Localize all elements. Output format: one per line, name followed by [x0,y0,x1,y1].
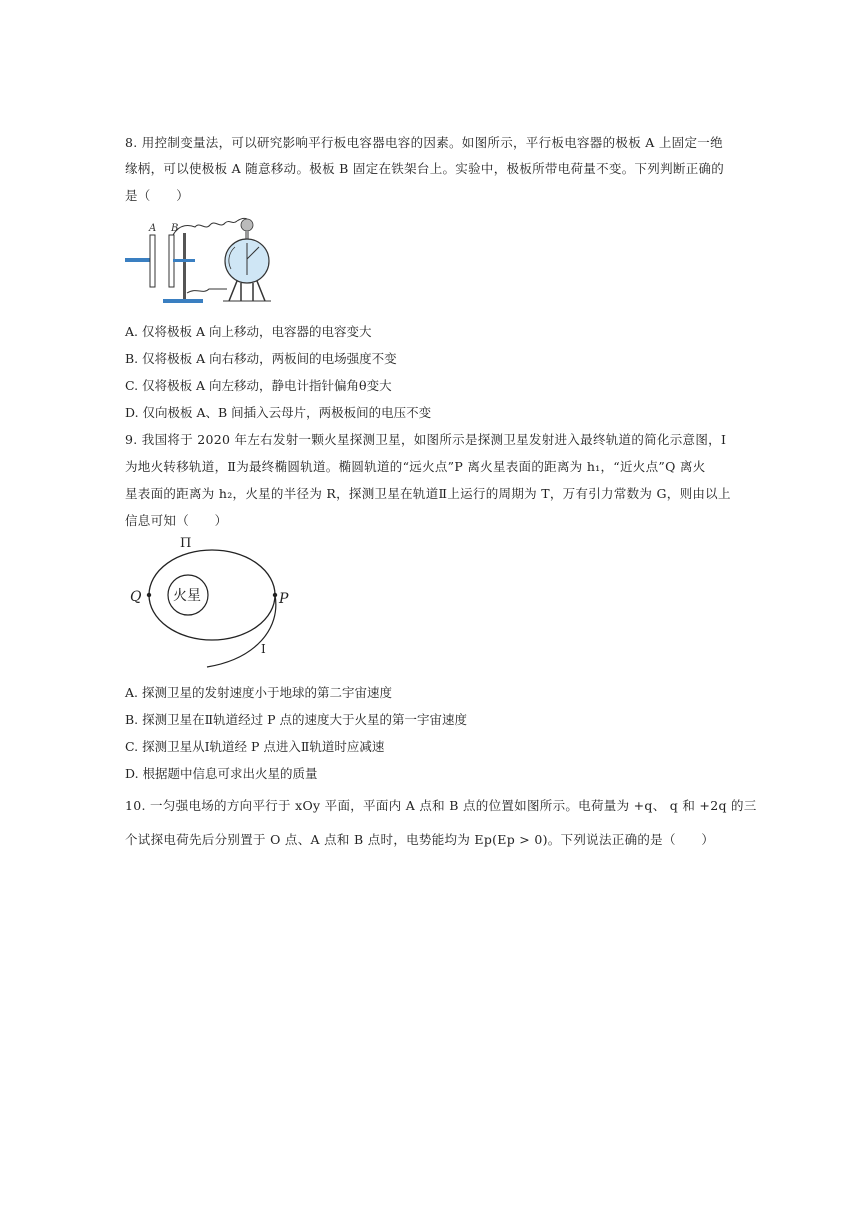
orbit-i-label: Ⅰ [261,642,266,656]
q8-stem-line2: 缘柄，可以使极板 A 随意移动。极板 B 固定在铁架台上。实验中，极板所带电荷量不变。下列判断正确的 [125,161,725,176]
q9-stem-line2: 为地火转移轨道，Ⅱ为最终椭圆轨道。椭圆轨道的“远火点”P 离火星表面的距离为 h₁，“近火点”Q 离火 [125,459,706,474]
plate-b-label: B [171,223,179,234]
mars-label: 火星 [173,588,201,604]
q10-stem-line2: 个试探电荷先后分别置于 O 点、A 点和 B 点时，电势能均为 Ep(Ep > 0)。下列说法正确的是（ ） [125,832,715,847]
q9-stem-line1: 9. 我国将于 2020 年左右发射一颗火星探测卫星，如图所示是探测卫星发射进入最终轨道的简化示意图，Ⅰ [125,432,727,447]
q8-stem-line3: 是（ ） [125,188,190,203]
q8-stem-line1: 8. 用控制变量法，可以研究影响平行板电容器电容的因素。如图所示，平行板电容器的极板 A 上固定一绝 [125,135,723,150]
q10-stem-line1: 10. 一匀强电场的方向平行于 xOy 平面，平面内 A 点和 B 点的位置如图所示。电荷量为 +q、 q 和 +2q 的三 [125,798,757,813]
q9-stem-line4: 信息可知（ ） [125,513,228,528]
q9-option-b: B. 探测卫星在Ⅱ轨道经过 P 点的速度大于火星的第一宇宙速度 [125,712,467,727]
orbit-ii-label: Π [180,536,192,551]
q9-stem-line3: 星表面的距离为 h₂，火星的半径为 R，探测卫星在轨道Ⅱ上运行的周期为 T，万有引力常数为 G，则由以上 [125,486,731,501]
q8-option-a: A. 仅将极板 A 向上移动，电容器的电容变大 [125,324,372,339]
mars-orbit-figure [125,533,305,673]
q9-option-d: D. 根据题中信息可求出火星的质量 [125,766,318,781]
plate-a-label: A [149,223,157,234]
q9-option-a: A. 探测卫星的发射速度小于地球的第二宇宙速度 [125,685,392,700]
q8-option-c: C. 仅将极板 A 向左移动，静电计指针偏角θ变大 [125,378,392,393]
q8-option-d: D. 仅向极板 A、B 间插入云母片，两极板间的电压不变 [125,405,432,420]
point-p-label: P [279,591,289,607]
point-q-label: Q [130,589,142,605]
capacitor-electroscope-figure [125,213,285,313]
q9-option-c: C. 探测卫星从Ⅰ轨道经 P 点进入Ⅱ轨道时应减速 [125,739,385,754]
q8-option-b: B. 仅将极板 A 向右移动，两板间的电场强度不变 [125,351,397,366]
